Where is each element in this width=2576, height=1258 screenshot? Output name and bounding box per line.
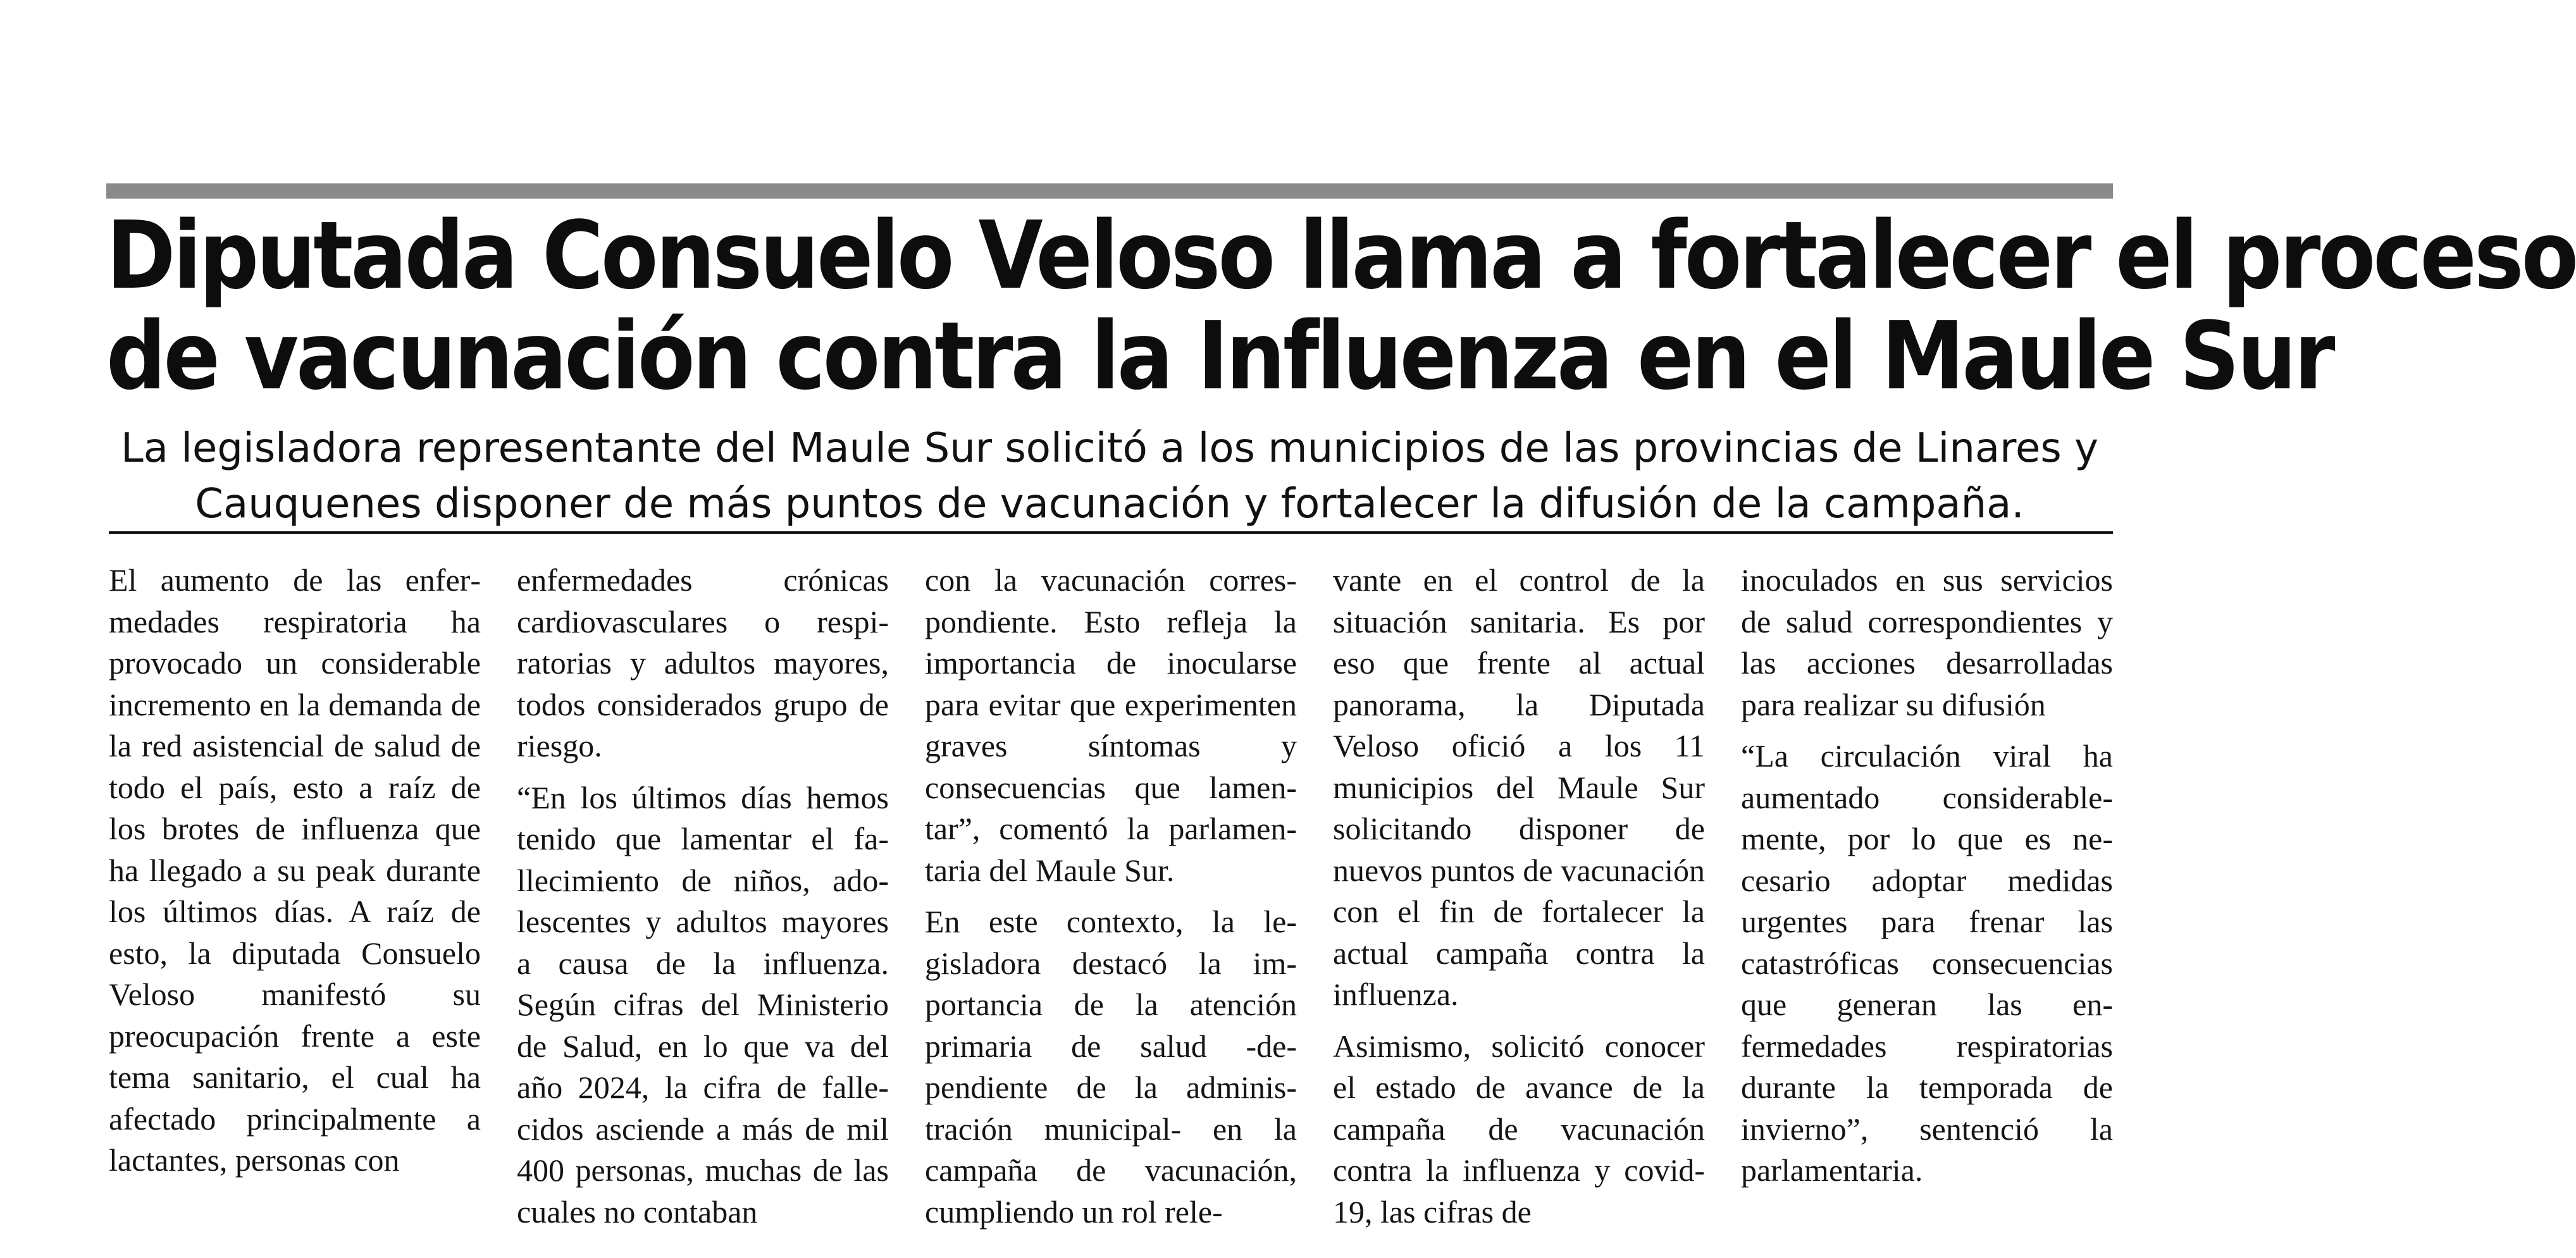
subheadline-line-1: La legisladora representante del Maule Sur solicitó a los municipios de las provincias de Linares y <box>121 425 2098 472</box>
headline-line-2: de vacunación contra la Influenza en el Maule Sur <box>106 302 2333 411</box>
headline-line-1: Diputada Consuelo Veloso llama a fortalecer el proceso <box>106 201 2576 311</box>
subheadline <box>106 421 2113 532</box>
column-1 <box>109 560 481 1249</box>
article-body <box>109 560 2113 1249</box>
column-3 <box>925 560 1297 1249</box>
column-4-paragraph-2: Asimismo, solicitó conocer el estado de avance de la campaña de vacunación contra la influenza y covid-19, las cifras de <box>1333 1028 1705 1230</box>
column-2-paragraph-2: “En los últimos días hemos tenido que lamentar el fallecimiento de niños, adolescentes y adultos mayores a causa de la influenza. Según cifras del Ministerio de Salud, en lo que va del año 2024, la cifra de fallecidos asciende a más de mil 400 personas, muchas de las cuales no contaban <box>517 779 889 1230</box>
headline <box>106 201 2576 411</box>
subheadline-rule <box>109 531 2113 534</box>
column-2 <box>517 560 889 1249</box>
column-4-paragraph-1: vante en el control de la situación sanitaria. Es por eso que frente al actual panorama, la Diputada Veloso ofició a los 11 municipios del Maule Sur solicitando disponer de nuevos puntos de vacunación con el fin de fortalecer la actual campaña contra la influenza. <box>1333 562 1705 1012</box>
subheadline-line-2: Cauquenes disponer de más puntos de vacunación y fortalecer la difusión de la campaña. <box>195 481 2024 527</box>
column-2-paragraph-1: enfermedades crónicas cardiovasculares o respiratorias y adultos mayores, todos considerados grupo de riesgo. <box>517 562 889 763</box>
column-3-paragraph-2: En este contexto, la legisladora destacó la importancia de la atención primaria de salud -dependiente de la administración municipal- en la campaña de vacunación, cumpliendo un rol rele- <box>925 904 1297 1230</box>
column-5-paragraph-1: inoculados en sus servicios de salud correspondientes y las acciones desarrolladas para realizar su difusión <box>1741 562 2113 722</box>
column-4 <box>1333 560 1705 1249</box>
top-rule <box>106 183 2113 199</box>
column-3-paragraph-1: con la vacunación correspondiente. Esto refleja la importancia de inocularse para evitar que experimenten graves síntomas y consecuencias que lamentar”, comentó la parlamentaria del Maule Sur. <box>925 562 1297 888</box>
column-5 <box>1741 560 2113 1249</box>
column-1-paragraph-1: El aumento de las enfermedades respiratoria ha provocado un considerable incremento en la demanda de la red asistencial de salud de todo el país, esto a raíz de los brotes de influenza que ha llegado a su peak durante los últimos días. A raíz de esto, la diputada Consuelo Veloso manifestó su preocupación frente a este tema sanitario, el cual ha afectado principalmente a lactantes, personas con <box>109 562 481 1178</box>
column-5-paragraph-2: “La circulación viral ha aumentado considerablemente, por lo que es necesario adoptar medidas urgentes para frenar las catastróficas consecuencias que generan las enfermedades respiratorias durante la temporada de invierno”, sentenció la parlamentaria. <box>1741 738 2113 1188</box>
